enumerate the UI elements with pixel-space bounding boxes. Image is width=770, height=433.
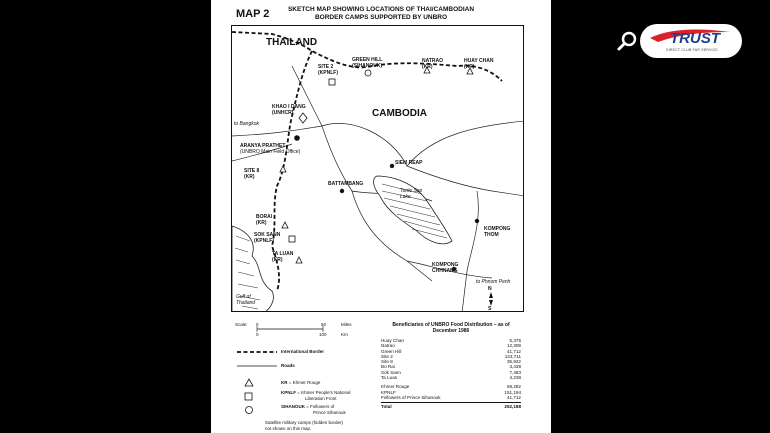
scale-fifty: 50 bbox=[321, 322, 327, 327]
legend-note-2: not shown on this map. bbox=[265, 426, 312, 431]
row-name: Bo Rai bbox=[381, 364, 395, 370]
legend-kpnlf-abbr: KPNLF bbox=[281, 390, 296, 395]
row-value: 12,309 bbox=[506, 343, 521, 349]
scale-miles: Miles bbox=[341, 322, 352, 327]
label-site2-name: SITE 2 bbox=[318, 64, 334, 70]
compass-s: S bbox=[488, 306, 492, 312]
marker-site8 bbox=[280, 166, 286, 172]
label-green-hill bbox=[352, 57, 382, 69]
row-name: Khmer Rouge bbox=[381, 384, 410, 390]
label-borai-name: BORAI bbox=[256, 214, 273, 220]
trust-logo[interactable] bbox=[640, 24, 742, 58]
row-name: Site 2 bbox=[381, 353, 393, 359]
legend-symbols bbox=[243, 378, 255, 418]
table-row bbox=[381, 395, 521, 400]
label-aranya bbox=[240, 143, 300, 155]
map-title-line-1: SKETCH MAP SHOWING LOCATIONS OF THAI/CAMBODIAN bbox=[287, 6, 475, 13]
label-gulf-1: Gulf of bbox=[236, 294, 251, 300]
group-rows bbox=[381, 384, 521, 400]
marker-green-hill bbox=[365, 70, 371, 76]
logo-text: TRUST bbox=[670, 30, 720, 47]
label-aranya-sub: (UNBRO Main Field Office) bbox=[240, 149, 301, 155]
label-sok-sann bbox=[254, 232, 280, 244]
label-khao-i-dang bbox=[272, 104, 306, 116]
row-value: 59,282 bbox=[506, 384, 521, 390]
search-icon[interactable] bbox=[616, 30, 638, 52]
label-natrao-sub: (KR) bbox=[422, 64, 433, 70]
scale-bar bbox=[253, 322, 353, 336]
label-site8 bbox=[244, 168, 259, 180]
label-ta-luan bbox=[272, 251, 293, 263]
label-huay-chan-sub: (KR) bbox=[464, 64, 475, 70]
marker-ta-luan bbox=[296, 257, 302, 263]
scale-hundred: 100 bbox=[319, 332, 327, 337]
row-name: Sok Sann bbox=[381, 369, 401, 375]
legend-line-samples bbox=[235, 348, 280, 388]
label-huay-chan bbox=[464, 58, 493, 70]
logo-subtext: DIRECT CLUB FAR SERVICE bbox=[666, 48, 718, 52]
label-huay-chan-name: HUAY CHAN bbox=[464, 58, 494, 64]
label-kompong-thom bbox=[484, 226, 510, 238]
total-label: Total bbox=[381, 404, 392, 410]
scale-zero-bot: 0 bbox=[256, 332, 259, 337]
town-aranya bbox=[294, 135, 300, 141]
row-name: Followers of Prince Sihanouk bbox=[381, 394, 441, 400]
row-name: Natrao bbox=[381, 343, 395, 349]
label-sok-sann-name: SOK SANN bbox=[254, 232, 281, 238]
label-ta-luan-sub: (KR) bbox=[272, 257, 283, 263]
marker-site2 bbox=[329, 79, 335, 85]
total-value: 252,188 bbox=[504, 404, 521, 410]
legend-sihanouk-desc2: Prince Sihanouk bbox=[313, 410, 346, 415]
legend-sihanouk-desc: = Followers of bbox=[306, 404, 335, 409]
label-natrao-name: NATRAO bbox=[422, 58, 444, 64]
label-borai bbox=[256, 214, 272, 226]
label-to-phnom-penh: to Phnom Penh bbox=[476, 279, 511, 285]
compass-n: N bbox=[488, 286, 492, 292]
legend-scale-label: Scale: bbox=[235, 322, 248, 327]
label-kompong-chhnang-2: CHHNANG bbox=[432, 268, 458, 274]
label-gulf-2: Thailand bbox=[236, 300, 256, 306]
document-page bbox=[211, 0, 551, 433]
legend-kr bbox=[281, 380, 320, 386]
table-heading-1: Beneficiaries of UNBRO Food Distribution – as of bbox=[392, 322, 510, 328]
beneficiaries-table bbox=[381, 322, 521, 410]
row-name: Ta Luan bbox=[381, 375, 398, 381]
label-to-bangkok: to Bangkok bbox=[234, 121, 260, 127]
scale-zero-top: 0 bbox=[256, 322, 259, 327]
table-heading-2: December 1986 bbox=[432, 328, 470, 334]
legend-kr-abbr: KR bbox=[281, 380, 288, 385]
label-kompong-thom-2: THOM bbox=[484, 232, 499, 238]
label-site2 bbox=[318, 64, 338, 76]
label-site8-name: SITE 8 bbox=[244, 168, 260, 174]
row-value: 4,238 bbox=[509, 375, 521, 381]
row-value: 151,194 bbox=[504, 389, 521, 395]
label-site2-sub: (KPNLF) bbox=[318, 70, 338, 76]
label-khao-i-dang-name: KHAO I DANG bbox=[272, 104, 306, 110]
town-kompong-thom bbox=[475, 219, 479, 223]
legend-sihanouk-abbr: SIHANOUK bbox=[281, 404, 306, 409]
legend-scale bbox=[235, 322, 248, 328]
legend-kr-desc: = Khmer Rouge bbox=[288, 380, 321, 385]
map-title-line-2: BORDER CAMPS SUPPORTED BY UNBRO bbox=[314, 14, 448, 21]
sketch-map bbox=[231, 25, 524, 312]
table-total-row bbox=[381, 402, 521, 409]
row-value: 5,375 bbox=[509, 338, 521, 343]
row-name: Site 8 bbox=[381, 359, 393, 365]
row-value: 143,711 bbox=[504, 353, 521, 359]
legend-sihanouk bbox=[281, 404, 346, 416]
town-battambang bbox=[340, 189, 344, 193]
legend-kpnlf-desc2: Liberation Front bbox=[305, 396, 337, 401]
scale-km: Km bbox=[341, 332, 348, 337]
label-kompong-thom-1: KOMPONG bbox=[484, 226, 511, 232]
table-heading bbox=[381, 322, 521, 334]
legend-kpnlf-desc: = Khmer People's National bbox=[297, 390, 351, 395]
label-tonle-sap-name: Tonle Sap bbox=[400, 188, 423, 194]
label-borai-sub: (KR) bbox=[256, 220, 267, 226]
label-green-hill-name: GREEN HILL bbox=[352, 57, 383, 63]
legend-kpnlf bbox=[281, 390, 351, 402]
label-green-hill-sub: (SIHANOUK) bbox=[352, 63, 383, 69]
camp-rows bbox=[381, 338, 521, 380]
marker-borai bbox=[282, 222, 288, 228]
label-khao-i-dang-sub: (UNHCR) bbox=[272, 110, 294, 116]
map-title bbox=[281, 6, 481, 22]
label-thailand: THAILAND bbox=[266, 37, 318, 48]
label-lake: Lake bbox=[400, 194, 411, 200]
marker-sok-sann bbox=[289, 236, 295, 242]
row-value: 41,712 bbox=[506, 394, 521, 400]
label-cambodia: CAMBODIA bbox=[372, 108, 427, 119]
label-sok-sann-sub: (KPNLF) bbox=[254, 238, 274, 244]
label-ta-luan-name: TA LUAN bbox=[272, 251, 294, 257]
map-number: MAP 2 bbox=[236, 8, 270, 20]
row-value: 35,922 bbox=[506, 359, 521, 365]
town-siem-reap bbox=[390, 164, 394, 168]
legend-note-1: Satellite military camps (hidden border) bbox=[265, 420, 344, 425]
legend-roads: Roads bbox=[281, 363, 295, 368]
label-site8-sub: (KR) bbox=[244, 174, 255, 180]
label-kompong-chhnang-1: KOMPONG bbox=[432, 262, 459, 268]
label-kompong-chhnang bbox=[432, 262, 458, 274]
row-name: Huay Chan bbox=[381, 338, 404, 343]
label-siem-reap: SIEM REAP bbox=[395, 160, 423, 166]
label-tonle-sap bbox=[400, 188, 422, 200]
label-natrao bbox=[422, 58, 443, 70]
label-battambang: BATTAMBANG bbox=[328, 181, 364, 187]
compass-north-arrow bbox=[489, 292, 493, 298]
row-value: 41,712 bbox=[506, 348, 521, 354]
row-name: KPNLF bbox=[381, 389, 396, 395]
label-gulf bbox=[236, 294, 255, 306]
row-value: 7,483 bbox=[509, 369, 521, 375]
legend-note bbox=[265, 420, 343, 432]
legend-border: International Border bbox=[281, 349, 325, 354]
label-aranya-name: ARANYA PRATHET bbox=[240, 143, 286, 149]
row-name: Green Hill bbox=[381, 348, 402, 354]
tonle-sap-lake bbox=[374, 176, 452, 244]
row-value: 3,439 bbox=[509, 364, 521, 370]
